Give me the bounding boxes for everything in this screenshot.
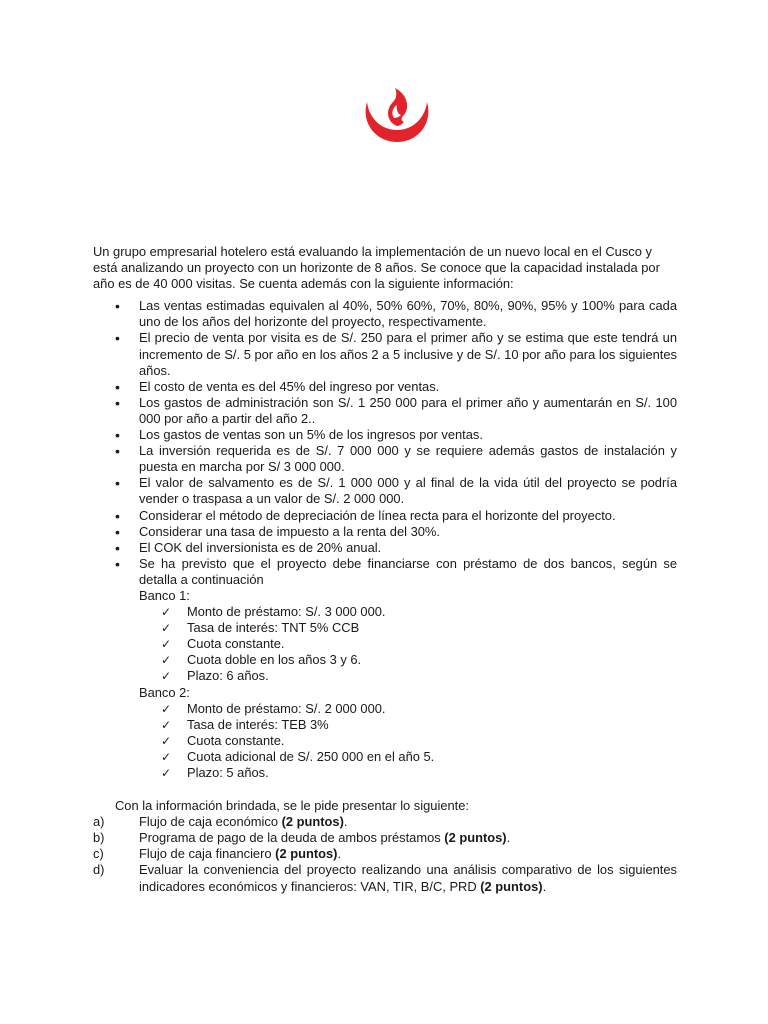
checkmark-icon: ✓	[161, 669, 172, 684]
bank-2-section	[139, 685, 677, 782]
intro-paragraph: Un grupo empresarial hotelero está evaluando la implementación de un nuevo local en el Cusco y está analizando un proyecto con un horizonte de 8 años. Se conoce que la capacidad instalada por año es de 40 000 visitas. Se cuenta además con la siguiente información:	[93, 244, 660, 292]
list-item: • El precio de venta por visita es de S/. 250 para el primer año y se estima que este tendrá un incremento de S/. 5 por año en los años 2 a 5 inclusive y de S/. 10 por año para los siguientes años.	[93, 330, 677, 378]
list-item	[93, 830, 677, 846]
condition-text: Cuota adicional de S/. 250 000 en el año 5.	[187, 748, 435, 764]
list-item	[161, 604, 677, 620]
list-item	[161, 700, 677, 717]
bank-1-conditions	[139, 604, 677, 684]
list-item	[161, 636, 677, 652]
bank-title: Banco 2:	[139, 684, 190, 700]
checkmark-icon: ✓	[161, 637, 172, 652]
bank-1-section	[139, 588, 677, 685]
item-letter: d)	[93, 862, 105, 878]
list-item: • La inversión requerida es de S/. 7 000 000 y se requiere además gastos de instalación y puesta en marcha por S/ 3 000 000.	[93, 443, 677, 475]
task-end: .	[542, 878, 547, 894]
list-item	[161, 748, 677, 765]
task-list	[93, 814, 677, 894]
checkmark-icon: ✓	[161, 653, 172, 668]
task-points: (2 puntos)	[281, 814, 344, 830]
list-item	[161, 716, 677, 733]
task-end: .	[343, 814, 348, 830]
request-paragraph: Con la información brindada, se le pide presentar lo siguiente:	[115, 798, 469, 814]
checkmark-icon: ✓	[161, 621, 172, 636]
item-letter: b)	[93, 830, 105, 846]
list-item: • Considerar el método de depreciación de línea recta para el horizonte del proyecto.	[93, 508, 677, 524]
info-list	[93, 298, 677, 588]
upc-flame-logo	[361, 88, 433, 144]
checkmark-icon: ✓	[161, 733, 172, 748]
list-item	[161, 652, 677, 668]
task-end: .	[506, 830, 511, 846]
list-item: • El costo de venta es del 45% del ingreso por ventas.	[93, 379, 677, 395]
condition-text: Tasa de interés: TEB 3%	[187, 716, 329, 732]
task-points: (2 puntos)	[480, 878, 543, 894]
item-letter: a)	[93, 814, 105, 830]
checkmark-icon: ✓	[161, 605, 172, 620]
task-text: Flujo de caja financiero	[139, 846, 276, 862]
list-item: • El COK del inversionista es de 20% anual.	[93, 540, 677, 556]
condition-text: Monto de préstamo: S/. 3 000 000.	[187, 604, 386, 620]
bank-2-conditions	[139, 701, 677, 781]
checkmark-icon: ✓	[161, 766, 172, 780]
task-text: Programa de pago de la deuda de ambos préstamos	[139, 830, 445, 846]
item-letter: c)	[93, 846, 104, 862]
task-points: (2 puntos)	[444, 830, 507, 846]
logo-flame	[388, 88, 407, 126]
list-item: • El valor de salvamento es de S/. 1 000 000 y al final de la vida útil del proyecto se podría vender o traspasa a un valor de S/. 2 000 000.	[93, 475, 677, 507]
list-item	[161, 765, 677, 781]
list-item: • Considerar una tasa de impuesto a la renta del 30%.	[93, 524, 677, 540]
condition-text: Plazo: 5 años.	[187, 765, 269, 780]
checkmark-icon: ✓	[161, 701, 172, 716]
condition-text: Monto de préstamo: S/. 2 000 000.	[187, 700, 386, 716]
task-end: .	[337, 846, 342, 862]
list-item	[161, 620, 677, 636]
condition-text: Plazo: 6 años.	[187, 668, 269, 684]
list-item	[93, 814, 677, 830]
condition-text: Cuota constante.	[187, 732, 285, 748]
condition-text: Cuota doble en los años 3 y 6.	[187, 652, 362, 668]
document-body	[93, 244, 677, 895]
list-item	[93, 862, 677, 894]
task-text: Flujo de caja económico	[139, 814, 282, 830]
task-text: Evaluar la conveniencia del proyecto realizando una análisis comparativo de los siguientes indicadores económicos y financieros: VAN, TIR, B/C, PRD	[139, 862, 677, 894]
list-item: • Los gastos de administración son S/. 1 250 000 para el primer año y aumentarán en S/. 100 000 por año a partir del año 2..	[93, 395, 677, 427]
checkmark-icon: ✓	[161, 717, 172, 732]
list-item	[161, 732, 677, 749]
bank-title: Banco 1:	[139, 587, 190, 603]
list-item: • Se ha previsto que el proyecto debe financiarse con préstamo de dos bancos, según se detalla a continuación	[93, 556, 677, 588]
checkmark-icon: ✓	[161, 749, 172, 764]
condition-text: Cuota constante.	[187, 636, 285, 652]
list-item	[161, 668, 677, 684]
task-points: (2 puntos)	[275, 846, 338, 862]
list-item	[93, 846, 677, 862]
list-item: • Las ventas estimadas equivalen al 40%, 50% 60%, 70%, 80%, 90%, 95% y 100% para cada uno de los años del horizonte del proyecto, respectivamente.	[93, 298, 677, 330]
list-item: • Los gastos de ventas son un 5% de los ingresos por ventas.	[93, 427, 677, 443]
condition-text: Tasa de interés: TNT 5% CCB	[187, 620, 360, 636]
